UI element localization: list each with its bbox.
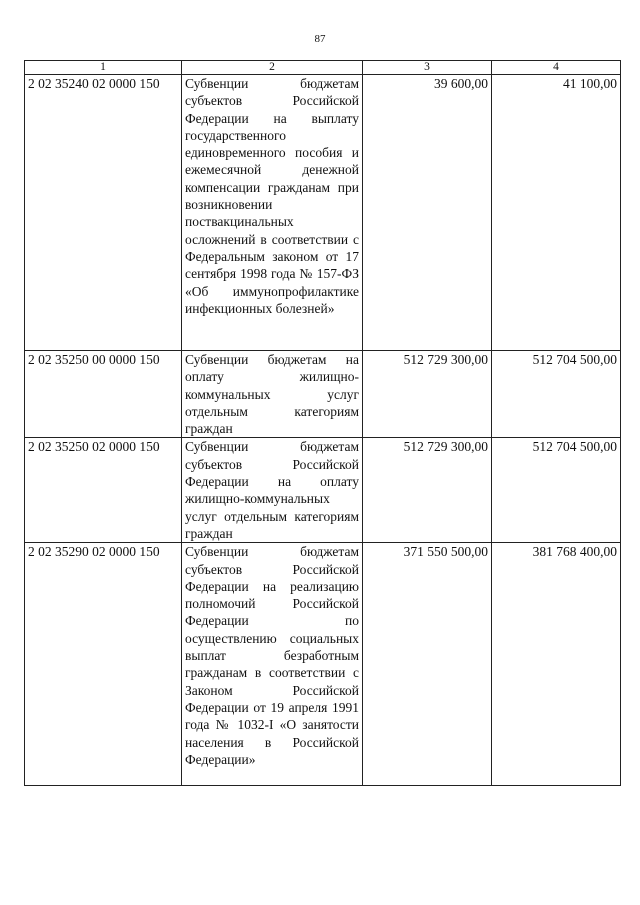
- amount-column-3-cell: 512 729 300,00: [363, 438, 492, 543]
- description-cell: Субвенции бюджетам субъектов Российской Федерации на выплату государственного единовременного пособия и ежемесячной денежной компенсации гражданам при возникновении поствакцинальных осложнений в соответствии с Федеральным законом от 17 сентября 1998 года № 157-ФЗ «Об иммунопрофилактике инфекционных болезней»: [182, 75, 363, 351]
- table-row: [25, 438, 621, 543]
- table-header-row: [25, 61, 621, 75]
- description-cell: Субвенции бюджетам на оплату жилищно-коммунальных услуг отдельным категориям граждан: [182, 351, 363, 438]
- amount-column-3-cell: 512 729 300,00: [363, 351, 492, 438]
- column-header-1: 1: [25, 61, 182, 75]
- column-header-3: 3: [363, 61, 492, 75]
- table-row: [25, 543, 621, 786]
- column-header-4: 4: [492, 61, 621, 75]
- budget-revenue-table: [24, 60, 621, 786]
- amount-column-4-cell: 41 100,00: [492, 75, 621, 351]
- budget-code-cell: 2 02 35290 02 0000 150: [25, 543, 182, 786]
- description-cell: Субвенции бюджетам субъектов Российской Федерации на оплату жилищно-коммунальных услуг отдельным категориям граждан: [182, 438, 363, 543]
- amount-column-4-cell: 512 704 500,00: [492, 438, 621, 543]
- table-row: [25, 351, 621, 438]
- table-row: [25, 75, 621, 351]
- description-cell: Субвенции бюджетам субъектов Российской Федерации на реализацию полномочий Российской Федерации по осуществлению социальных выплат безработным гражданам в соответствии с Законом Российской Федерации от 19 апреля 1991 года № 1032-I «О занятости населения в Российской Федерации»: [182, 543, 363, 786]
- budget-code-cell: 2 02 35250 02 0000 150: [25, 438, 182, 543]
- amount-column-4-cell: 512 704 500,00: [492, 351, 621, 438]
- page-number: 87: [314, 33, 326, 45]
- amount-column-3-cell: 371 550 500,00: [363, 543, 492, 786]
- budget-code-cell: 2 02 35240 02 0000 150: [25, 75, 182, 351]
- amount-column-4-cell: 381 768 400,00: [492, 543, 621, 786]
- budget-code-cell: 2 02 35250 00 0000 150: [25, 351, 182, 438]
- amount-column-3-cell: 39 600,00: [363, 75, 492, 351]
- column-header-2: 2: [182, 61, 363, 75]
